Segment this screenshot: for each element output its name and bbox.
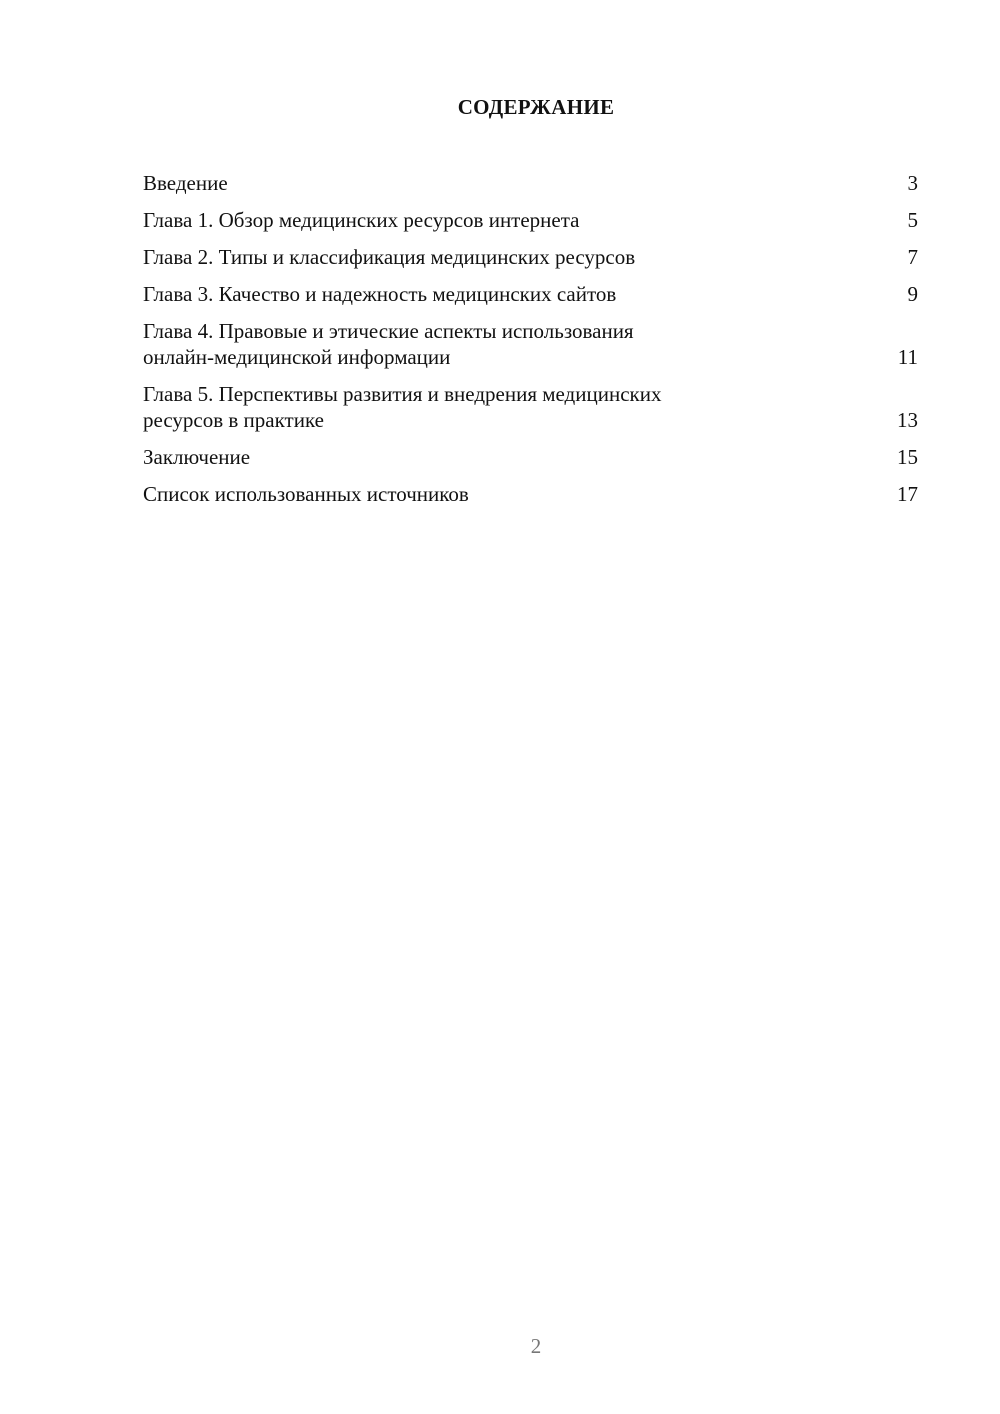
toc-entry-page: 11 xyxy=(897,345,918,369)
toc-entry-line: Глава 3. Качество и надежность медицинских сайтов xyxy=(143,282,617,306)
toc-entry-chapter-4 xyxy=(143,318,918,370)
toc-list xyxy=(143,170,918,518)
toc-entry-references xyxy=(143,481,918,507)
toc-entry-introduction xyxy=(143,170,918,196)
toc-entry-line: онлайн-медицинской информации xyxy=(143,345,451,369)
toc-entry-text xyxy=(143,207,888,233)
page-number: 2 xyxy=(530,1334,542,1358)
toc-entry-text xyxy=(143,381,888,433)
toc-entry-line: Заключение xyxy=(143,445,251,469)
toc-entry-page: 15 xyxy=(897,445,918,469)
toc-entry-line: Глава 5. Перспективы развития и внедрения медицинских xyxy=(143,382,662,406)
toc-entry-page: 17 xyxy=(897,482,918,506)
toc-entry-line: Введение xyxy=(143,171,228,195)
toc-entry-chapter-5 xyxy=(143,381,918,433)
toc-entry-chapter-1 xyxy=(143,207,918,233)
toc-entry-line: Глава 4. Правовые и этические аспекты использования xyxy=(143,319,634,343)
toc-heading: СОДЕРЖАНИЕ xyxy=(457,95,615,119)
toc-entry-page: 5 xyxy=(907,208,918,232)
toc-entry-page: 9 xyxy=(907,282,918,306)
toc-entry-line: Глава 1. Обзор медицинских ресурсов интернета xyxy=(143,208,580,232)
toc-entry-chapter-3 xyxy=(143,281,918,307)
toc-entry-conclusion xyxy=(143,444,918,470)
toc-entry-page: 13 xyxy=(897,408,918,432)
toc-entry-page: 3 xyxy=(907,171,918,195)
toc-entry-text xyxy=(143,281,888,307)
toc-entry-text xyxy=(143,170,888,196)
toc-entry-text xyxy=(143,444,888,470)
toc-entry-line: Список использованных источников xyxy=(143,482,469,506)
toc-entry-line: ресурсов в практике xyxy=(143,408,324,432)
toc-entry-text xyxy=(143,244,888,270)
toc-entry-page: 7 xyxy=(907,245,918,269)
toc-entry-text xyxy=(143,318,888,370)
toc-entry-line: Глава 2. Типы и классификация медицинских ресурсов xyxy=(143,245,636,269)
toc-entry-text xyxy=(143,481,888,507)
toc-entry-chapter-2 xyxy=(143,244,918,270)
